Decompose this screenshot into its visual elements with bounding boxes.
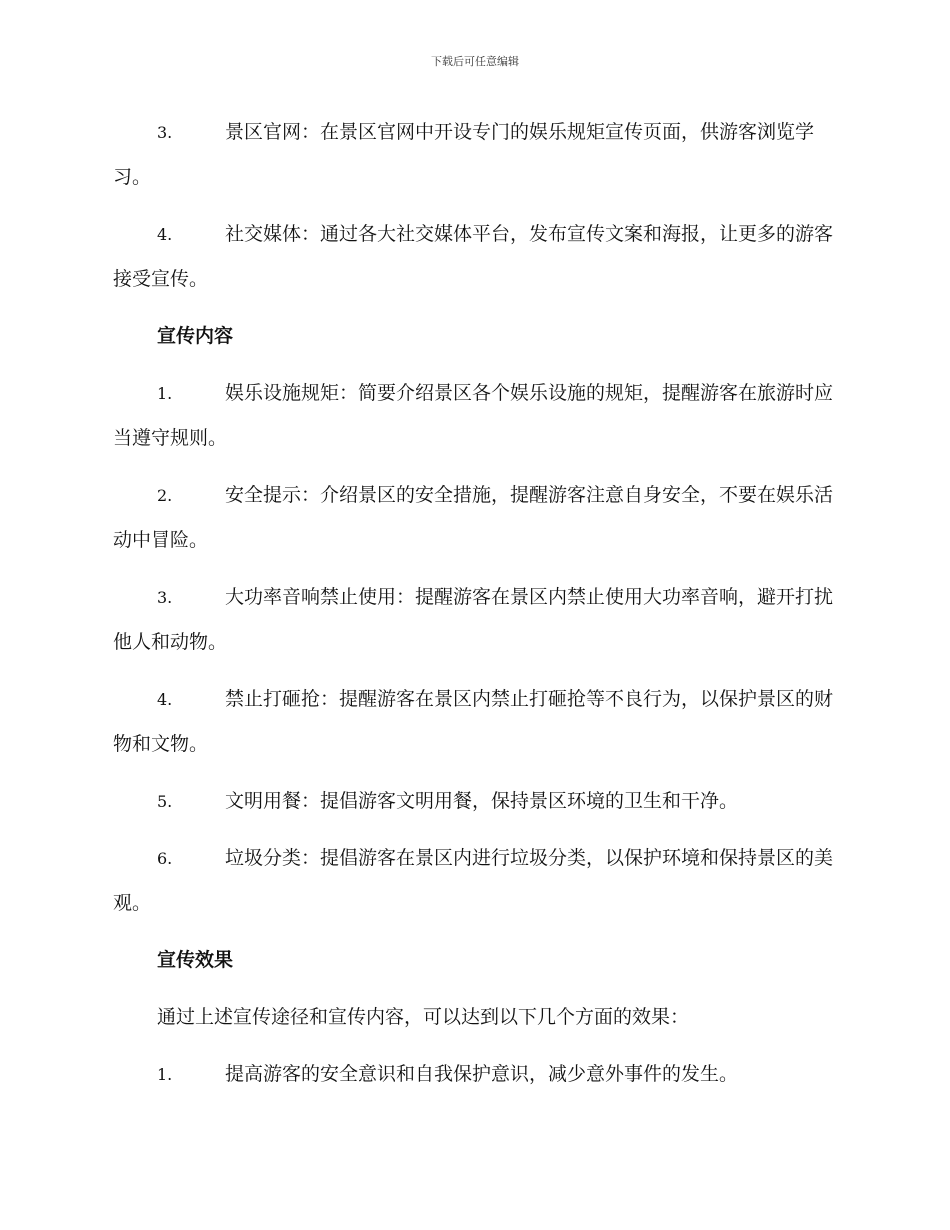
list-item (113, 473, 835, 563)
section-heading-content: 宣传内容 (157, 325, 234, 347)
list-item-text: 垃圾分类：提倡游客在景区内进行垃圾分类，以保护环境和保持景区的美观。 (113, 847, 834, 914)
list-item-number: 3. (157, 588, 173, 607)
list-item-text: 大功率音响禁止使用：提醒游客在景区内禁止使用大功率音响，避开打扰他人和动物。 (113, 586, 834, 653)
list-item-text: 社交媒体：通过各大社交媒体平台，发布宣传文案和海报，让更多的游客接受宣传。 (113, 223, 834, 290)
intro-paragraph: 通过上述宣传途径和宣传内容，可以达到以下几个方面的效果： (157, 1006, 690, 1028)
list-item-social-media (113, 212, 835, 302)
list-item-number: 5. (157, 792, 173, 811)
list-item-website (113, 110, 835, 200)
list-item-number: 3. (157, 123, 173, 142)
list-item-text: 文明用餐：提倡游客文明用餐，保持景区环境的卫生和干净。 (225, 790, 739, 812)
list-item-number: 4. (157, 225, 173, 244)
list-item-number: 6. (157, 849, 173, 868)
document-body (113, 110, 835, 1109)
list-item-text: 安全提示：介绍景区的安全措施，提醒游客注意自身安全，不要在娱乐活动中冒险。 (113, 484, 834, 551)
list-item-number: 1. (157, 1065, 173, 1084)
list-item (113, 779, 835, 824)
list-item-number: 2. (157, 486, 173, 505)
list-item (113, 1052, 835, 1097)
list-item-text: 禁止打砸抢：提醒游客在景区内禁止打砸抢等不良行为，以保护景区的财物和文物。 (113, 688, 834, 755)
list-item (113, 575, 835, 665)
list-item-number: 4. (157, 690, 173, 709)
section-heading-effect: 宣传效果 (157, 949, 234, 971)
list-item (113, 677, 835, 767)
list-item (113, 836, 835, 926)
list-item (113, 371, 835, 461)
list-item-text: 景区官网：在景区官网中开设专门的娱乐规矩宣传页面，供游客浏览学习。 (113, 121, 815, 188)
page-header: 下载后可任意编辑 (431, 55, 519, 68)
list-item-number: 1. (157, 384, 173, 403)
list-item-text: 提高游客的安全意识和自我保护意识，减少意外事件的发生。 (225, 1063, 739, 1085)
list-item-text: 娱乐设施规矩：简要介绍景区各个娱乐设施的规矩，提醒游客在旅游时应当遵守规则。 (113, 382, 834, 449)
